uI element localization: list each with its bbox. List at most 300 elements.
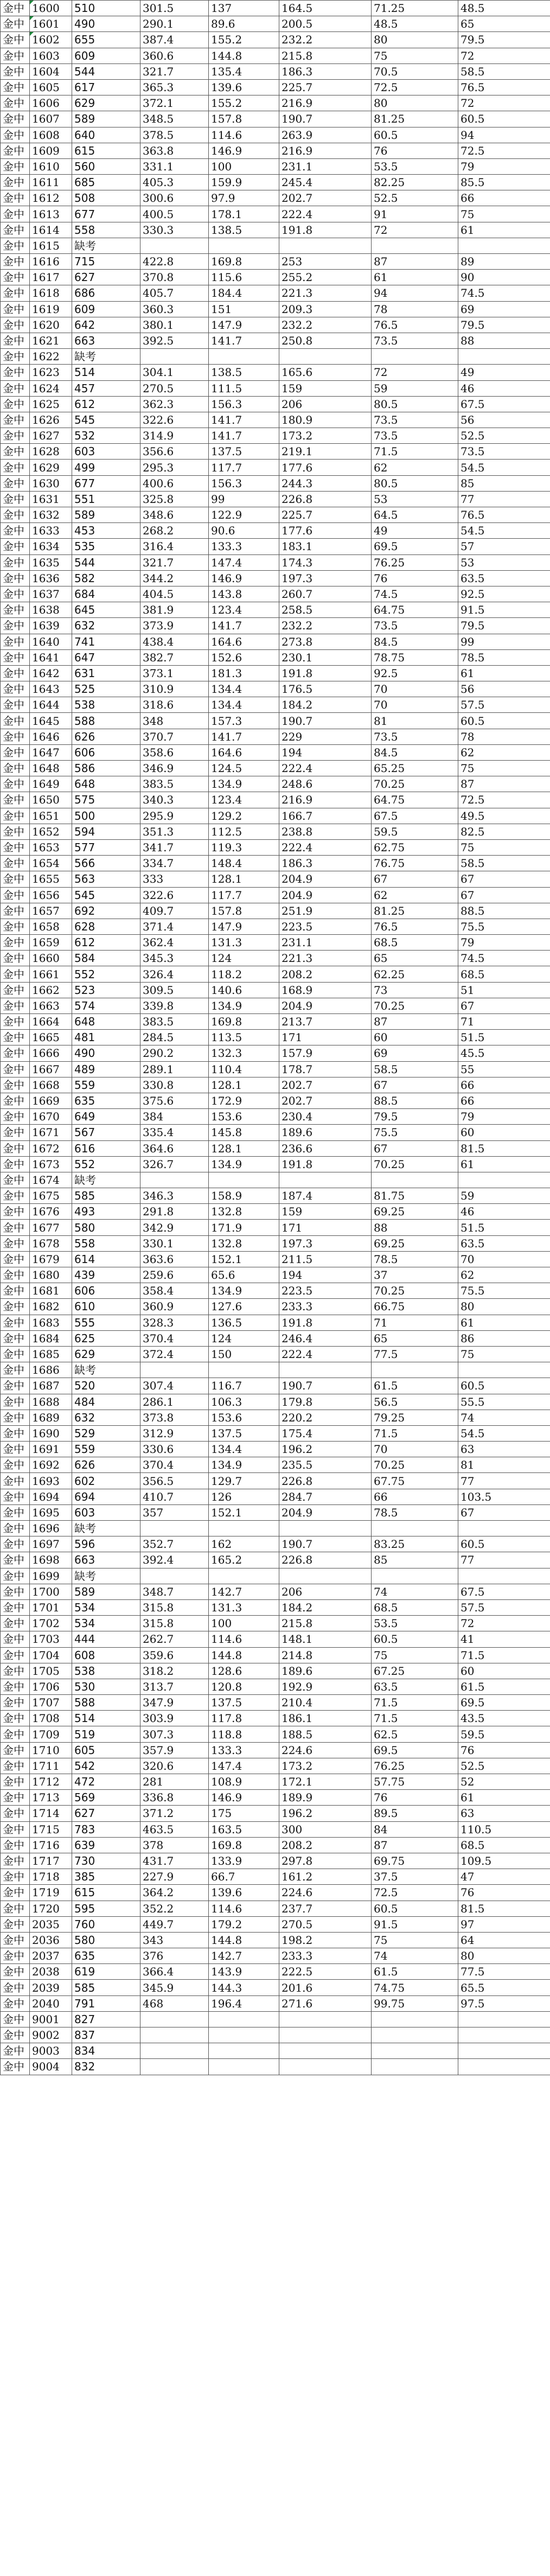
cell-subject-d[interactable]: 66 — [458, 1093, 550, 1108]
cell-converted-score[interactable]: 310.9 — [140, 681, 209, 697]
cell-subject-b[interactable]: 206 — [279, 1584, 372, 1599]
cell-school[interactable]: 金中 — [1, 1267, 30, 1283]
cell-subject-c[interactable]: 71.5 — [372, 1425, 458, 1441]
cell-converted-score[interactable]: 346.3 — [140, 1188, 209, 1204]
cell-subject-c[interactable]: 94 — [372, 285, 458, 301]
cell-school[interactable]: 金中 — [1, 1457, 30, 1473]
cell-student-id[interactable]: 1651 — [30, 808, 72, 824]
cell-student-id[interactable]: 1695 — [30, 1504, 72, 1520]
cell-subject-b[interactable]: 215.8 — [279, 48, 372, 63]
cell-subject-d[interactable]: 87 — [458, 776, 550, 792]
cell-student-id[interactable]: 1669 — [30, 1093, 72, 1108]
cell-subject-b[interactable]: 202.7 — [279, 1093, 372, 1108]
cell-subject-b[interactable]: 190.7 — [279, 1536, 372, 1552]
cell-subject-a[interactable]: 152.1 — [209, 1504, 279, 1520]
cell-subject-d[interactable]: 72 — [458, 95, 550, 111]
cell-student-id[interactable]: 1642 — [30, 665, 72, 681]
cell-student-id[interactable]: 1618 — [30, 285, 72, 301]
cell-total-score[interactable]: 589 — [72, 507, 140, 523]
cell-converted-score[interactable]: 422.8 — [140, 254, 209, 270]
cell-converted-score[interactable]: 384 — [140, 1109, 209, 1125]
cell-subject-b[interactable]: 226.8 — [279, 491, 372, 507]
cell-school[interactable]: 金中 — [1, 1330, 30, 1346]
cell-subject-a[interactable]: 144.3 — [209, 1980, 279, 1995]
cell-subject-a[interactable] — [209, 1172, 279, 1188]
cell-total-score[interactable]: 684 — [72, 586, 140, 602]
cell-subject-b[interactable]: 191.8 — [279, 1156, 372, 1172]
cell-subject-b[interactable]: 284.7 — [279, 1489, 372, 1504]
cell-school[interactable]: 金中 — [1, 649, 30, 665]
cell-school[interactable]: 金中 — [1, 1521, 30, 1536]
cell-converted-score[interactable]: 321.7 — [140, 554, 209, 570]
cell-student-id[interactable]: 1612 — [30, 190, 72, 206]
cell-school[interactable]: 金中 — [1, 1109, 30, 1125]
cell-school[interactable]: 金中 — [1, 507, 30, 523]
cell-subject-b[interactable]: 236.6 — [279, 1140, 372, 1156]
cell-subject-c[interactable]: 37.5 — [372, 1869, 458, 1885]
cell-subject-b[interactable]: 202.7 — [279, 1077, 372, 1093]
cell-student-id[interactable]: 2038 — [30, 1964, 72, 1980]
cell-subject-d[interactable]: 88.5 — [458, 903, 550, 919]
cell-school[interactable]: 金中 — [1, 586, 30, 602]
cell-subject-c[interactable]: 69.5 — [372, 1742, 458, 1758]
cell-subject-c[interactable]: 91 — [372, 206, 458, 222]
cell-total-score[interactable]: 472 — [72, 1774, 140, 1790]
cell-school[interactable]: 金中 — [1, 1, 30, 16]
cell-student-id[interactable]: 1660 — [30, 951, 72, 966]
cell-subject-a[interactable]: 108.9 — [209, 1774, 279, 1790]
cell-converted-score[interactable]: 303.9 — [140, 1711, 209, 1726]
cell-subject-d[interactable]: 57.5 — [458, 697, 550, 713]
cell-subject-a[interactable] — [209, 2011, 279, 2027]
cell-subject-b[interactable]: 253 — [279, 254, 372, 270]
cell-subject-a[interactable]: 129.7 — [209, 1473, 279, 1489]
cell-total-score[interactable]: 缺考 — [72, 1172, 140, 1188]
cell-subject-a[interactable]: 137.5 — [209, 444, 279, 460]
cell-subject-d[interactable]: 66 — [458, 1077, 550, 1093]
cell-total-score[interactable]: 626 — [72, 729, 140, 744]
cell-student-id[interactable]: 1656 — [30, 887, 72, 903]
cell-school[interactable]: 金中 — [1, 1425, 30, 1441]
cell-subject-d[interactable]: 67 — [458, 871, 550, 887]
cell-subject-d[interactable]: 54.5 — [458, 1425, 550, 1441]
cell-subject-d[interactable]: 67 — [458, 998, 550, 1013]
cell-subject-b[interactable]: 173.2 — [279, 428, 372, 444]
cell-subject-a[interactable]: 132.8 — [209, 1235, 279, 1251]
cell-subject-d[interactable]: 77 — [458, 1552, 550, 1568]
cell-school[interactable]: 金中 — [1, 1790, 30, 1806]
cell-subject-b[interactable] — [279, 1568, 372, 1584]
cell-subject-d[interactable]: 49.5 — [458, 808, 550, 824]
cell-converted-score[interactable]: 409.7 — [140, 903, 209, 919]
cell-total-score[interactable]: 610 — [72, 1299, 140, 1315]
cell-subject-b[interactable]: 219.1 — [279, 444, 372, 460]
cell-subject-d[interactable]: 69.5 — [458, 1695, 550, 1711]
cell-total-score[interactable]: 385 — [72, 1869, 140, 1885]
cell-converted-score[interactable]: 322.6 — [140, 887, 209, 903]
cell-subject-d[interactable]: 72 — [458, 1616, 550, 1631]
cell-total-score[interactable]: 635 — [72, 1093, 140, 1108]
cell-subject-d[interactable] — [458, 2027, 550, 2043]
cell-subject-a[interactable]: 134.9 — [209, 998, 279, 1013]
cell-converted-score[interactable]: 404.5 — [140, 586, 209, 602]
cell-subject-d[interactable]: 55 — [458, 1061, 550, 1077]
cell-converted-score[interactable]: 383.5 — [140, 1014, 209, 1030]
cell-subject-b[interactable]: 198.2 — [279, 1932, 372, 1948]
cell-total-score[interactable]: 530 — [72, 1679, 140, 1694]
cell-total-score[interactable]: 640 — [72, 127, 140, 143]
cell-subject-c[interactable]: 85 — [372, 1552, 458, 1568]
cell-student-id[interactable]: 1614 — [30, 222, 72, 238]
cell-subject-c[interactable]: 92.5 — [372, 665, 458, 681]
cell-converted-score[interactable]: 356.5 — [140, 1473, 209, 1489]
cell-student-id[interactable]: 1615 — [30, 238, 72, 253]
cell-student-id[interactable]: 1702 — [30, 1616, 72, 1631]
cell-school[interactable]: 金中 — [1, 744, 30, 760]
cell-subject-d[interactable]: 78.5 — [458, 649, 550, 665]
cell-subject-a[interactable]: 157.8 — [209, 903, 279, 919]
cell-school[interactable]: 金中 — [1, 48, 30, 63]
cell-subject-d[interactable]: 61 — [458, 1790, 550, 1806]
cell-student-id[interactable]: 1717 — [30, 1853, 72, 1869]
cell-student-id[interactable]: 1649 — [30, 776, 72, 792]
cell-total-score[interactable]: 791 — [72, 1995, 140, 2011]
cell-converted-score[interactable]: 360.9 — [140, 1299, 209, 1315]
cell-total-score[interactable]: 594 — [72, 824, 140, 839]
cell-subject-a[interactable]: 169.8 — [209, 1837, 279, 1853]
cell-subject-b[interactable]: 238.8 — [279, 824, 372, 839]
cell-subject-b[interactable]: 202.7 — [279, 190, 372, 206]
cell-school[interactable]: 金中 — [1, 1188, 30, 1204]
cell-subject-b[interactable]: 190.7 — [279, 111, 372, 127]
cell-total-score[interactable]: 577 — [72, 839, 140, 855]
cell-subject-d[interactable]: 43.5 — [458, 1711, 550, 1726]
cell-school[interactable]: 金中 — [1, 1504, 30, 1520]
cell-subject-b[interactable] — [279, 2027, 372, 2043]
cell-student-id[interactable]: 1608 — [30, 127, 72, 143]
cell-school[interactable]: 金中 — [1, 951, 30, 966]
cell-student-id[interactable]: 1664 — [30, 1014, 72, 1030]
cell-subject-a[interactable]: 157.3 — [209, 713, 279, 729]
cell-subject-b[interactable]: 189.9 — [279, 1790, 372, 1806]
cell-total-score[interactable]: 545 — [72, 412, 140, 428]
cell-subject-c[interactable]: 76.5 — [372, 919, 458, 934]
cell-total-score[interactable]: 612 — [72, 935, 140, 951]
cell-subject-c[interactable]: 79.5 — [372, 1109, 458, 1125]
cell-school[interactable]: 金中 — [1, 1837, 30, 1853]
cell-subject-a[interactable]: 110.4 — [209, 1061, 279, 1077]
cell-subject-c[interactable]: 57.75 — [372, 1774, 458, 1790]
cell-subject-d[interactable]: 97.5 — [458, 1995, 550, 2011]
cell-school[interactable]: 金中 — [1, 1315, 30, 1330]
cell-subject-c[interactable] — [372, 2027, 458, 2043]
cell-converted-score[interactable]: 334.7 — [140, 856, 209, 871]
cell-school[interactable]: 金中 — [1, 1251, 30, 1267]
cell-subject-a[interactable]: 136.5 — [209, 1315, 279, 1330]
cell-subject-a[interactable]: 119.3 — [209, 839, 279, 855]
cell-subject-a[interactable]: 137.5 — [209, 1425, 279, 1441]
cell-school[interactable]: 金中 — [1, 1726, 30, 1742]
cell-subject-c[interactable] — [372, 1362, 458, 1378]
cell-total-score[interactable]: 542 — [72, 1758, 140, 1774]
cell-subject-a[interactable]: 112.5 — [209, 824, 279, 839]
cell-subject-c[interactable] — [372, 2043, 458, 2059]
cell-subject-a[interactable]: 128.1 — [209, 871, 279, 887]
cell-school[interactable]: 金中 — [1, 1932, 30, 1948]
cell-school[interactable]: 金中 — [1, 903, 30, 919]
cell-subject-b[interactable]: 270.5 — [279, 1916, 372, 1932]
cell-total-score[interactable]: 缺考 — [72, 349, 140, 365]
cell-converted-score[interactable] — [140, 1172, 209, 1188]
cell-total-score[interactable]: 589 — [72, 111, 140, 127]
cell-converted-score[interactable]: 290.1 — [140, 16, 209, 32]
cell-total-score[interactable]: 741 — [72, 634, 140, 649]
cell-student-id[interactable]: 1602 — [30, 32, 72, 48]
cell-subject-a[interactable]: 141.7 — [209, 618, 279, 634]
cell-student-id[interactable]: 1703 — [30, 1631, 72, 1647]
cell-total-score[interactable]: 444 — [72, 1631, 140, 1647]
cell-total-score[interactable]: 730 — [72, 1853, 140, 1869]
cell-subject-d[interactable]: 51.5 — [458, 1220, 550, 1235]
cell-school[interactable]: 金中 — [1, 1378, 30, 1394]
cell-subject-b[interactable]: 197.3 — [279, 570, 372, 586]
cell-school[interactable]: 金中 — [1, 1616, 30, 1631]
cell-subject-c[interactable]: 62 — [372, 887, 458, 903]
cell-converted-score[interactable]: 352.2 — [140, 1901, 209, 1916]
cell-subject-a[interactable]: 159.9 — [209, 175, 279, 190]
cell-subject-a[interactable]: 134.9 — [209, 1156, 279, 1172]
cell-subject-d[interactable]: 67 — [458, 1504, 550, 1520]
cell-subject-a[interactable]: 156.3 — [209, 475, 279, 491]
cell-subject-c[interactable]: 66 — [372, 1489, 458, 1504]
cell-subject-c[interactable]: 69.25 — [372, 1235, 458, 1251]
cell-subject-a[interactable]: 111.5 — [209, 380, 279, 396]
cell-subject-d[interactable]: 46 — [458, 1204, 550, 1220]
cell-student-id[interactable]: 1633 — [30, 523, 72, 539]
cell-subject-a[interactable]: 124 — [209, 1330, 279, 1346]
cell-subject-b[interactable]: 223.5 — [279, 919, 372, 934]
cell-school[interactable]: 金中 — [1, 1695, 30, 1711]
cell-converted-score[interactable]: 227.9 — [140, 1869, 209, 1885]
cell-converted-score[interactable] — [140, 2027, 209, 2043]
cell-subject-c[interactable]: 66.75 — [372, 1299, 458, 1315]
cell-converted-score[interactable]: 370.7 — [140, 729, 209, 744]
cell-subject-b[interactable]: 194 — [279, 1267, 372, 1283]
cell-subject-d[interactable]: 72 — [458, 48, 550, 63]
cell-subject-b[interactable]: 246.4 — [279, 1330, 372, 1346]
cell-student-id[interactable]: 1600 — [30, 1, 72, 16]
cell-student-id[interactable]: 1648 — [30, 761, 72, 776]
cell-subject-d[interactable]: 65 — [458, 16, 550, 32]
cell-subject-c[interactable]: 72 — [372, 365, 458, 380]
cell-student-id[interactable]: 1714 — [30, 1806, 72, 1821]
cell-subject-d[interactable]: 94 — [458, 127, 550, 143]
cell-subject-d[interactable]: 103.5 — [458, 1489, 550, 1504]
cell-subject-b[interactable] — [279, 238, 372, 253]
cell-subject-a[interactable]: 123.4 — [209, 602, 279, 618]
cell-converted-score[interactable]: 315.8 — [140, 1599, 209, 1615]
cell-subject-b[interactable]: 172.1 — [279, 1774, 372, 1790]
cell-student-id[interactable]: 1605 — [30, 79, 72, 95]
cell-converted-score[interactable]: 365.3 — [140, 79, 209, 95]
cell-student-id[interactable]: 1658 — [30, 919, 72, 934]
cell-subject-a[interactable]: 144.8 — [209, 1647, 279, 1663]
cell-subject-b[interactable]: 186.3 — [279, 856, 372, 871]
cell-subject-b[interactable]: 179.8 — [279, 1394, 372, 1410]
cell-subject-d[interactable]: 60.5 — [458, 111, 550, 127]
cell-subject-a[interactable]: 100 — [209, 1616, 279, 1631]
cell-subject-d[interactable]: 80 — [458, 1948, 550, 1964]
cell-school[interactable]: 金中 — [1, 460, 30, 475]
cell-total-score[interactable]: 837 — [72, 2027, 140, 2043]
cell-subject-d[interactable]: 60.5 — [458, 1536, 550, 1552]
cell-total-score[interactable]: 608 — [72, 1647, 140, 1663]
cell-converted-score[interactable]: 321.7 — [140, 63, 209, 79]
cell-student-id[interactable]: 1665 — [30, 1030, 72, 1045]
cell-converted-score[interactable]: 270.5 — [140, 380, 209, 396]
cell-total-score[interactable]: 457 — [72, 380, 140, 396]
cell-subject-d[interactable]: 65.5 — [458, 1980, 550, 1995]
cell-subject-c[interactable]: 71.5 — [372, 1695, 458, 1711]
cell-converted-score[interactable]: 340.3 — [140, 792, 209, 808]
cell-subject-c[interactable]: 67.25 — [372, 1663, 458, 1679]
cell-school[interactable]: 金中 — [1, 539, 30, 554]
cell-total-score[interactable]: 628 — [72, 919, 140, 934]
cell-subject-b[interactable]: 216.9 — [279, 95, 372, 111]
cell-subject-d[interactable]: 99 — [458, 634, 550, 649]
cell-total-score[interactable]: 603 — [72, 1504, 140, 1520]
cell-subject-a[interactable]: 148.4 — [209, 856, 279, 871]
cell-school[interactable]: 金中 — [1, 365, 30, 380]
cell-total-score[interactable]: 648 — [72, 1014, 140, 1030]
cell-converted-score[interactable]: 348 — [140, 713, 209, 729]
cell-converted-score[interactable]: 378.5 — [140, 127, 209, 143]
cell-school[interactable]: 金中 — [1, 1647, 30, 1663]
cell-subject-c[interactable]: 75 — [372, 1647, 458, 1663]
cell-converted-score[interactable]: 307.3 — [140, 1726, 209, 1742]
cell-school[interactable]: 金中 — [1, 1077, 30, 1093]
cell-subject-b[interactable] — [279, 349, 372, 365]
cell-subject-d[interactable] — [458, 2011, 550, 2027]
cell-student-id[interactable]: 1640 — [30, 634, 72, 649]
cell-subject-b[interactable]: 188.5 — [279, 1726, 372, 1742]
cell-subject-d[interactable]: 73.5 — [458, 444, 550, 460]
cell-subject-d[interactable]: 86 — [458, 1330, 550, 1346]
cell-school[interactable]: 金中 — [1, 618, 30, 634]
cell-converted-score[interactable]: 358.6 — [140, 744, 209, 760]
cell-student-id[interactable]: 1710 — [30, 1742, 72, 1758]
cell-school[interactable]: 金中 — [1, 127, 30, 143]
cell-total-score[interactable]: 715 — [72, 254, 140, 270]
cell-school[interactable]: 金中 — [1, 349, 30, 365]
cell-school[interactable]: 金中 — [1, 602, 30, 618]
cell-student-id[interactable]: 1704 — [30, 1647, 72, 1663]
cell-subject-c[interactable] — [372, 238, 458, 253]
cell-subject-c[interactable]: 56.5 — [372, 1394, 458, 1410]
cell-subject-b[interactable]: 260.7 — [279, 586, 372, 602]
cell-school[interactable]: 金中 — [1, 1806, 30, 1821]
cell-subject-c[interactable]: 77.5 — [372, 1346, 458, 1362]
cell-subject-b[interactable]: 148.1 — [279, 1631, 372, 1647]
cell-student-id[interactable]: 1694 — [30, 1489, 72, 1504]
cell-subject-c[interactable] — [372, 2059, 458, 2075]
cell-subject-c[interactable]: 72.5 — [372, 79, 458, 95]
cell-subject-d[interactable]: 58.5 — [458, 856, 550, 871]
cell-subject-a[interactable]: 150 — [209, 1346, 279, 1362]
cell-school[interactable]: 金中 — [1, 1030, 30, 1045]
cell-subject-c[interactable]: 37 — [372, 1267, 458, 1283]
cell-total-score[interactable]: 677 — [72, 475, 140, 491]
cell-school[interactable]: 金中 — [1, 856, 30, 871]
cell-total-score[interactable]: 519 — [72, 1726, 140, 1742]
cell-subject-a[interactable]: 141.7 — [209, 333, 279, 348]
cell-converted-score[interactable]: 372.1 — [140, 95, 209, 111]
cell-converted-score[interactable]: 346.9 — [140, 761, 209, 776]
cell-subject-c[interactable]: 70.5 — [372, 63, 458, 79]
cell-converted-score[interactable]: 343 — [140, 1932, 209, 1948]
cell-converted-score[interactable]: 360.3 — [140, 301, 209, 317]
cell-student-id[interactable]: 1628 — [30, 444, 72, 460]
cell-student-id[interactable]: 1673 — [30, 1156, 72, 1172]
cell-subject-c[interactable]: 62.75 — [372, 839, 458, 855]
cell-converted-score[interactable]: 268.2 — [140, 523, 209, 539]
cell-student-id[interactable]: 1652 — [30, 824, 72, 839]
cell-subject-a[interactable]: 147.9 — [209, 919, 279, 934]
cell-subject-a[interactable] — [209, 1521, 279, 1536]
cell-converted-score[interactable] — [140, 238, 209, 253]
cell-total-score[interactable]: 614 — [72, 1251, 140, 1267]
cell-school[interactable]: 金中 — [1, 2043, 30, 2059]
cell-total-score[interactable]: 552 — [72, 1156, 140, 1172]
cell-school[interactable]: 金中 — [1, 1901, 30, 1916]
cell-total-score[interactable]: 500 — [72, 808, 140, 824]
cell-subject-d[interactable]: 82.5 — [458, 824, 550, 839]
cell-subject-b[interactable]: 190.7 — [279, 713, 372, 729]
cell-student-id[interactable]: 1603 — [30, 48, 72, 63]
cell-school[interactable]: 金中 — [1, 1014, 30, 1030]
cell-total-score[interactable]: 514 — [72, 1711, 140, 1726]
cell-total-score[interactable]: 645 — [72, 602, 140, 618]
cell-converted-score[interactable]: 381.9 — [140, 602, 209, 618]
cell-total-score[interactable]: 484 — [72, 1394, 140, 1410]
cell-subject-b[interactable]: 177.6 — [279, 523, 372, 539]
cell-converted-score[interactable]: 373.1 — [140, 665, 209, 681]
cell-student-id[interactable]: 1713 — [30, 1790, 72, 1806]
cell-subject-a[interactable]: 117.7 — [209, 460, 279, 475]
cell-subject-d[interactable]: 81.5 — [458, 1901, 550, 1916]
cell-student-id[interactable]: 1672 — [30, 1140, 72, 1156]
cell-subject-c[interactable]: 81.75 — [372, 1188, 458, 1204]
cell-subject-d[interactable] — [458, 349, 550, 365]
cell-subject-a[interactable]: 144.8 — [209, 1932, 279, 1948]
cell-converted-score[interactable]: 376 — [140, 1948, 209, 1964]
cell-subject-c[interactable]: 63.5 — [372, 1679, 458, 1694]
cell-total-score[interactable]: 834 — [72, 2043, 140, 2059]
cell-total-score[interactable]: 580 — [72, 1932, 140, 1948]
cell-subject-c[interactable] — [372, 1521, 458, 1536]
cell-subject-c[interactable] — [372, 1568, 458, 1584]
cell-converted-score[interactable]: 362.4 — [140, 935, 209, 951]
cell-subject-b[interactable]: 173.2 — [279, 1758, 372, 1774]
cell-converted-score[interactable]: 400.6 — [140, 475, 209, 491]
cell-converted-score[interactable]: 342.9 — [140, 1220, 209, 1235]
cell-student-id[interactable]: 1604 — [30, 63, 72, 79]
cell-converted-score[interactable]: 348.7 — [140, 1584, 209, 1599]
cell-total-score[interactable]: 627 — [72, 270, 140, 285]
cell-student-id[interactable]: 1601 — [30, 16, 72, 32]
cell-subject-c[interactable]: 70.25 — [372, 1156, 458, 1172]
cell-subject-c[interactable]: 60 — [372, 1030, 458, 1045]
